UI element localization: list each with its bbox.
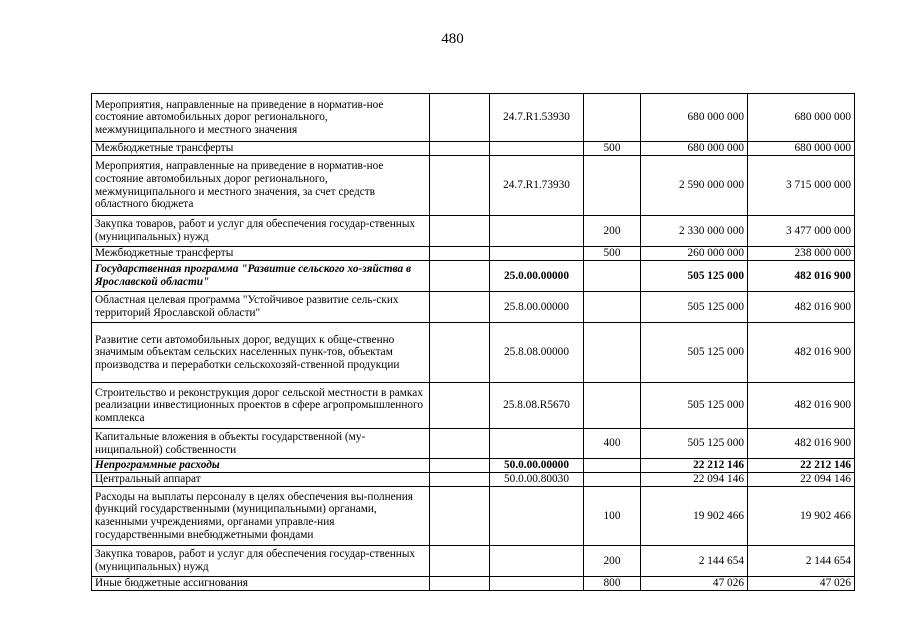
row-blank-cell — [430, 487, 490, 546]
row-blank-cell — [430, 94, 490, 142]
row-name-cell: Центральный аппарат — [92, 473, 430, 487]
row-value-2-cell: 47 026 — [748, 577, 855, 591]
table-row — [92, 292, 855, 323]
table-row — [92, 323, 855, 383]
row-code-cell: 25.8.00.00000 — [490, 292, 584, 323]
row-value-2-cell: 680 000 000 — [748, 94, 855, 142]
table-row — [92, 429, 855, 459]
row-value-1-cell: 19 902 466 — [641, 487, 748, 546]
row-value-1-cell: 260 000 000 — [641, 247, 748, 261]
row-name-cell: Государственная программа "Развитие сельского хо-зяйства в Ярославской области" — [92, 261, 430, 292]
row-expense-type-cell — [584, 156, 641, 216]
row-value-1-cell: 505 125 000 — [641, 323, 748, 383]
row-expense-type-cell — [584, 292, 641, 323]
row-value-2-cell: 680 000 000 — [748, 142, 855, 156]
row-code-cell: 50.0.00.80030 — [490, 473, 584, 487]
table-row — [92, 577, 855, 591]
row-blank-cell — [430, 577, 490, 591]
row-value-2-cell: 482 016 900 — [748, 292, 855, 323]
row-expense-type-cell — [584, 383, 641, 429]
row-blank-cell — [430, 546, 490, 577]
row-name-cell: Областная целевая программа "Устойчивое развитие сель-ских территорий Ярославской области" — [92, 292, 430, 323]
row-name-cell: Межбюджетные трансферты — [92, 142, 430, 156]
row-name-cell: Иные бюджетные ассигнования — [92, 577, 430, 591]
row-value-2-cell: 22 094 146 — [748, 473, 855, 487]
row-blank-cell — [430, 323, 490, 383]
page-number: 480 — [441, 31, 464, 47]
row-blank-cell — [430, 473, 490, 487]
row-value-1-cell: 505 125 000 — [641, 383, 748, 429]
row-code-cell — [490, 546, 584, 577]
row-value-1-cell: 505 125 000 — [641, 261, 748, 292]
table-row — [92, 216, 855, 247]
row-expense-type-cell — [584, 323, 641, 383]
row-name-cell: Мероприятия, направленные на приведение в норматив-ное состояние автомобильных дорог регионального, межмуниципального и местного значения, за счет средств областного бюджета — [92, 156, 430, 216]
row-value-1-cell: 2 144 654 — [641, 546, 748, 577]
row-code-cell: 24.7.R1.73930 — [490, 156, 584, 216]
row-value-1-cell: 2 330 000 000 — [641, 216, 748, 247]
row-value-1-cell: 680 000 000 — [641, 142, 748, 156]
row-blank-cell — [430, 261, 490, 292]
row-blank-cell — [430, 292, 490, 323]
table-row — [92, 546, 855, 577]
table-row — [92, 383, 855, 429]
row-code-cell — [490, 142, 584, 156]
row-name-cell: Строительство и реконструкция дорог сельской местности в рамках реализации инвестиционных проектов в сфере агропромышленного комплекса — [92, 383, 430, 429]
row-expense-type-cell: 200 — [584, 546, 641, 577]
row-expense-type-cell: 500 — [584, 247, 641, 261]
row-name-cell: Межбюджетные трансферты — [92, 247, 430, 261]
row-value-2-cell: 238 000 000 — [748, 247, 855, 261]
row-expense-type-cell: 500 — [584, 142, 641, 156]
row-blank-cell — [430, 156, 490, 216]
row-code-cell: 24.7.R1.53930 — [490, 94, 584, 142]
row-code-cell — [490, 247, 584, 261]
row-name-cell: Расходы на выплаты персоналу в целях обеспечения вы-полнения функций государственными (муниципальными) органами, казенными учреждениями, органами управле-ния государственными внебюджетными фондами — [92, 487, 430, 546]
row-value-1-cell: 2 590 000 000 — [641, 156, 748, 216]
row-value-1-cell: 22 212 146 — [641, 459, 748, 473]
table-body — [92, 94, 855, 591]
row-expense-type-cell: 400 — [584, 429, 641, 459]
row-blank-cell — [430, 216, 490, 247]
row-value-1-cell: 505 125 000 — [641, 292, 748, 323]
row-code-cell: 25.8.08.R5670 — [490, 383, 584, 429]
row-expense-type-cell — [584, 473, 641, 487]
row-value-1-cell: 505 125 000 — [641, 429, 748, 459]
row-name-cell: Развитие сети автомобильных дорог, ведущих к обще-ственно значимым объектам сельских населенных пунк-тов, объектам производства и переработки сельскохозяй-ственной продукции — [92, 323, 430, 383]
row-value-2-cell: 482 016 900 — [748, 383, 855, 429]
row-code-cell — [490, 216, 584, 247]
row-expense-type-cell: 100 — [584, 487, 641, 546]
row-name-cell: Закупка товаров, работ и услуг для обеспечения государ-ственных (муниципальных) нужд — [92, 546, 430, 577]
row-value-1-cell: 22 094 146 — [641, 473, 748, 487]
row-name-cell: Закупка товаров, работ и услуг для обеспечения государ-ственных (муниципальных) нужд — [92, 216, 430, 247]
row-code-cell — [490, 577, 584, 591]
row-code-cell — [490, 487, 584, 546]
table-row — [92, 156, 855, 216]
row-blank-cell — [430, 459, 490, 473]
row-name-cell: Непрограммные расходы — [92, 459, 430, 473]
row-code-cell: 25.8.08.00000 — [490, 323, 584, 383]
row-value-1-cell: 680 000 000 — [641, 94, 748, 142]
row-code-cell — [490, 429, 584, 459]
row-blank-cell — [430, 383, 490, 429]
table-row — [92, 247, 855, 261]
row-value-1-cell: 47 026 — [641, 577, 748, 591]
row-value-2-cell: 19 902 466 — [748, 487, 855, 546]
row-name-cell: Мероприятия, направленные на приведение в норматив-ное состояние автомобильных дорог регионального, межмуниципального и местного значения — [92, 94, 430, 142]
table-row — [92, 473, 855, 487]
row-blank-cell — [430, 247, 490, 261]
row-value-2-cell: 22 212 146 — [748, 459, 855, 473]
row-expense-type-cell — [584, 261, 641, 292]
row-blank-cell — [430, 429, 490, 459]
row-value-2-cell: 482 016 900 — [748, 323, 855, 383]
row-expense-type-cell — [584, 459, 641, 473]
row-value-2-cell: 3 715 000 000 — [748, 156, 855, 216]
row-name-cell: Капитальные вложения в объекты государственной (му-ниципальной) собственности — [92, 429, 430, 459]
row-value-2-cell: 482 016 900 — [748, 429, 855, 459]
row-code-cell: 25.0.00.00000 — [490, 261, 584, 292]
table-row — [92, 142, 855, 156]
row-blank-cell — [430, 142, 490, 156]
row-value-2-cell: 2 144 654 — [748, 546, 855, 577]
row-expense-type-cell: 200 — [584, 216, 641, 247]
budget-table — [91, 93, 855, 591]
table-row — [92, 487, 855, 546]
row-expense-type-cell: 800 — [584, 577, 641, 591]
table-row — [92, 94, 855, 142]
table-row — [92, 459, 855, 473]
row-expense-type-cell — [584, 94, 641, 142]
table-row — [92, 261, 855, 292]
row-value-2-cell: 482 016 900 — [748, 261, 855, 292]
row-value-2-cell: 3 477 000 000 — [748, 216, 855, 247]
row-code-cell: 50.0.00.00000 — [490, 459, 584, 473]
